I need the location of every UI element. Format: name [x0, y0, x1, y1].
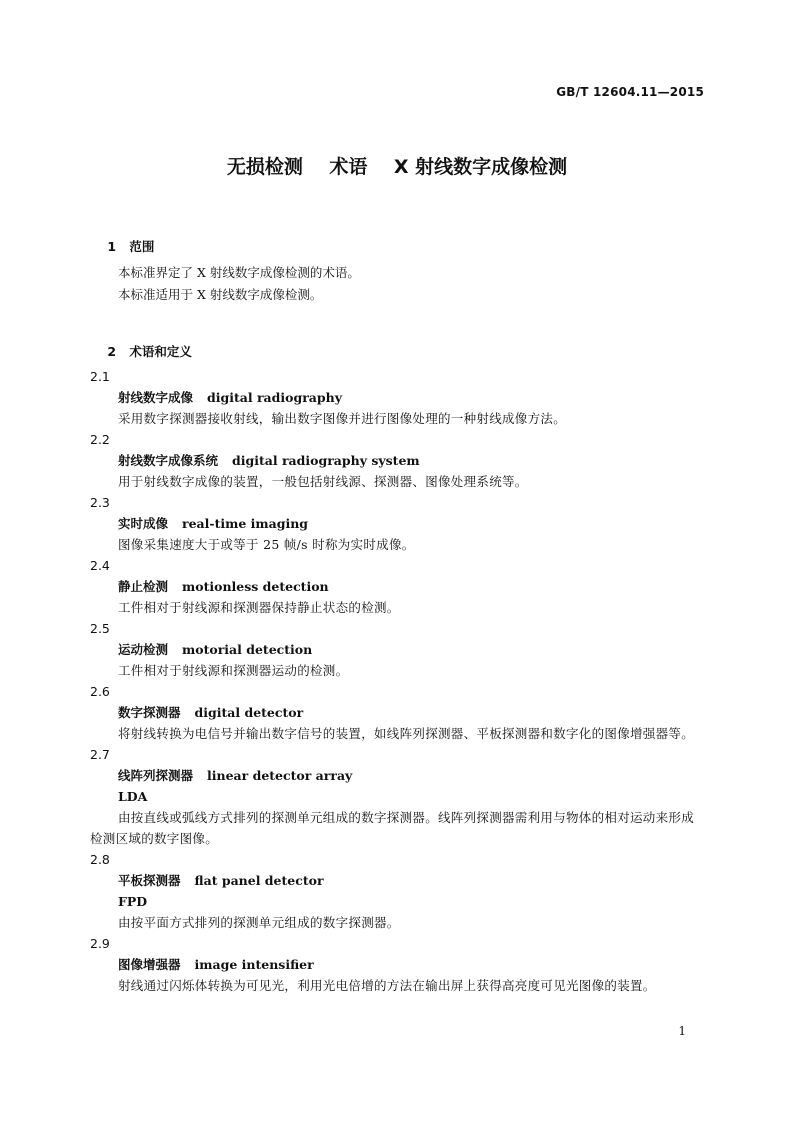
term-definition: 由按平面方式排列的探测单元组成的数字探测器。: [118, 915, 400, 930]
document-title: 无损检测 术语 X 射线数字成像检测: [226, 156, 568, 178]
term-chinese: 平板探测器: [118, 873, 181, 888]
section-title: 范围: [129, 239, 155, 254]
term-english: image intensifier: [194, 957, 314, 972]
term-number: 2.9: [90, 936, 110, 951]
term-definition: 工件相对于射线源和探测器运动的检测。: [118, 663, 349, 678]
term-english: linear detector array: [207, 768, 353, 783]
term-line: [90, 387, 705, 408]
term-entry: [90, 849, 705, 933]
term-chinese: 图像增强器: [118, 957, 181, 972]
term-english: motorial detection: [182, 642, 313, 657]
term-definition: 采用数字探测器接收射线，输出数字图像并进行图像处理的一种射线成像方法。: [118, 411, 567, 426]
term-entry: [90, 744, 705, 849]
term-english: digital detector: [194, 705, 304, 720]
term-definition: 由按直线或弧线方式排列的探测单元组成的数字探测器。线阵列探测器需利用与物体的相对运动来形成检测区域的数字图像。: [90, 810, 695, 846]
term-english: motionless detection: [182, 579, 329, 594]
term-chinese: 静止检测: [118, 579, 169, 594]
term-line: [90, 870, 705, 891]
term-english: flat panel detector: [194, 873, 324, 888]
term-number: 2.7: [90, 747, 110, 762]
term-number: 2.5: [90, 621, 110, 636]
term-abbreviation: FPD: [118, 894, 148, 909]
term-line: [90, 576, 705, 597]
term-chinese: 射线数字成像: [118, 390, 194, 405]
term-number: 2.2: [90, 432, 110, 447]
term-chinese: 数字探测器: [118, 705, 181, 720]
term-number: 2.4: [90, 558, 110, 573]
term-chinese: 实时成像: [118, 516, 169, 531]
term-number: 2.6: [90, 684, 110, 699]
section-number: 1: [107, 239, 117, 254]
term-line: [90, 765, 705, 786]
term-definition: 工件相对于射线源和探测器保持静止状态的检测。: [118, 600, 400, 615]
term-english: real-time imaging: [182, 516, 309, 531]
term-definition: 将射线转换为电信号并输出数字信号的装置，如线阵列探测器、平板探测器和数字化的图像增强器等。: [118, 726, 695, 741]
term-number: 2.1: [90, 369, 110, 384]
term-entries: [90, 366, 705, 996]
term-abbreviation: LDA: [118, 789, 148, 804]
term-chinese: 运动检测: [118, 642, 169, 657]
term-entry: [90, 933, 705, 996]
term-definition: 图像采集速度大于或等于 25 帧/s 时称为实时成像。: [118, 537, 415, 552]
section-title: 术语和定义: [129, 344, 192, 359]
term-entry: [90, 429, 705, 492]
section-number: 2: [107, 344, 117, 359]
term-english: digital radiography system: [232, 453, 420, 468]
term-definition: 用于射线数字成像的装置，一般包括射线源、探测器、图像处理系统等。: [118, 474, 528, 489]
term-entry: [90, 555, 705, 618]
term-number: 2.8: [90, 852, 110, 867]
term-line: [90, 702, 705, 723]
term-chinese: 线阵列探测器: [118, 768, 194, 783]
term-entry: [90, 492, 705, 555]
term-entry: [90, 366, 705, 429]
term-english: digital radiography: [207, 390, 342, 405]
term-line: [90, 450, 705, 471]
term-entry: [90, 618, 705, 681]
term-entry: [90, 681, 705, 744]
term-number: 2.3: [90, 495, 110, 510]
term-line: [90, 954, 705, 975]
term-line: [90, 513, 705, 534]
term-line: [90, 639, 705, 660]
scope-paragraph-1: 本标准界定了 X 射线数字成像检测的术语。: [118, 265, 360, 280]
term-definition: 射线通过闪烁体转换为可见光，利用光电倍增的方法在输出屏上获得高亮度可见光图像的装置。: [118, 978, 656, 993]
standard-code: GB/T 12604.11—2015: [556, 85, 704, 99]
term-chinese: 射线数字成像系统: [118, 453, 219, 468]
scope-paragraph-2: 本标准适用于 X 射线数字成像检测。: [118, 287, 323, 302]
page-number: 1: [678, 1024, 686, 1038]
